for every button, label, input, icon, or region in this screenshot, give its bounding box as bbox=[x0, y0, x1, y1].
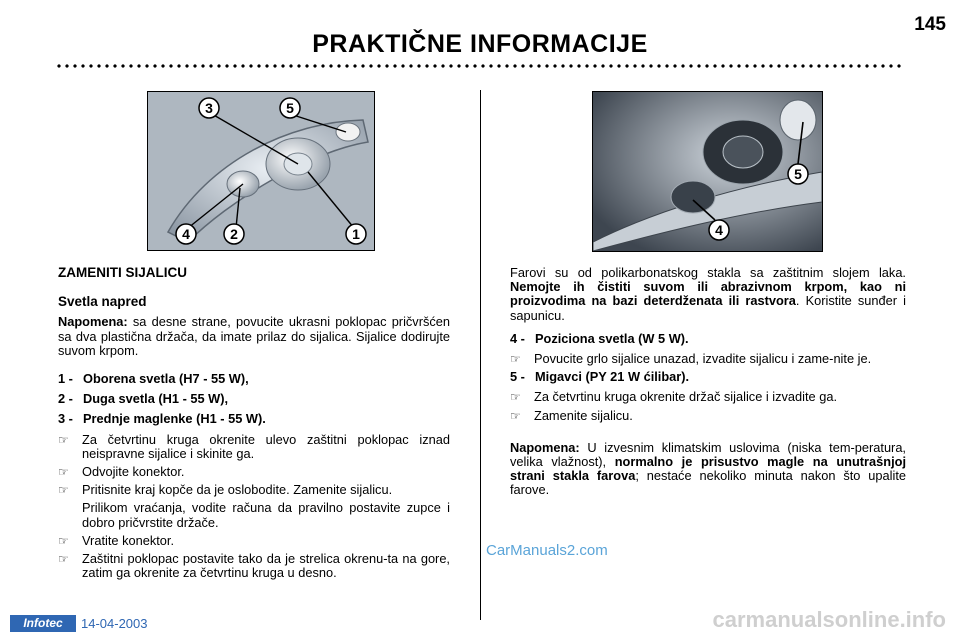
note-text: sa desne strane, povucite ukrasni poklopac pričvršćen sa dva plastična držača, da imate prilaz do sijalica. Sijalice dodirujte suvom krpom. bbox=[58, 314, 450, 358]
headlamp-photo bbox=[147, 91, 375, 251]
hand-pointer-icon: ☞ bbox=[58, 432, 69, 447]
callout-5: 5 bbox=[286, 100, 294, 116]
hand-pointer-icon: ☞ bbox=[58, 465, 69, 480]
right-intro: Farovi su od polikarbonatskog stakla sa zaštitnim slojem laka. Nemojte ih čistiti suvom ili abrazivnom krpom, kao ni proizvodima na bazi deterdženata ili rastvora. Koristite sunđer i sapunicu. bbox=[510, 265, 906, 323]
subsection-title: Svetla napred bbox=[58, 294, 147, 310]
note-label: Napomena: bbox=[58, 314, 128, 330]
hand-pointer-icon: ☞ bbox=[510, 390, 521, 405]
footer-date: 14-04-2003 bbox=[81, 616, 148, 631]
left-note bbox=[58, 315, 450, 358]
callout-4-right: 4 bbox=[715, 222, 723, 238]
infotec-logo: Infotec bbox=[10, 615, 76, 632]
bulb-item-5: 5 - Migavci (PY 21 W ćilibar). bbox=[510, 369, 690, 385]
step-5: ☞ Zaštitni poklopac postavite tako da je strelica okrenu-ta na gore, zatim ga okrenite za četvrtinu kruga u desno. bbox=[58, 551, 450, 581]
callout-1: 1 bbox=[352, 226, 360, 242]
step-item5-1: ☞ Za četvrtinu kruga okrenite držač sijalice i izvadite ga. bbox=[510, 389, 837, 405]
bulb-item-3: 3 - Prednje maglenke (H1 - 55 W). bbox=[58, 411, 266, 427]
section-title: ZAMENITI SIJALICU bbox=[58, 265, 188, 280]
footer-site-watermark: carmanualsonline.info bbox=[712, 607, 946, 632]
right-column bbox=[510, 266, 906, 498]
title-dotted-rule bbox=[55, 64, 905, 68]
callout-2: 2 bbox=[230, 226, 238, 242]
engine-bay-photo bbox=[592, 91, 823, 252]
hand-pointer-icon: ☞ bbox=[58, 533, 69, 548]
callout-3: 3 bbox=[205, 100, 213, 116]
page-number: 145 bbox=[914, 14, 946, 35]
step-3: ☞ Pritisnite kraj kopče da je oslobodite. Zamenite sijalicu. bbox=[58, 482, 393, 498]
step-item5-2: ☞ Zamenite sijalicu. bbox=[510, 407, 633, 423]
left-column bbox=[58, 266, 450, 584]
right-note: Napomena: U izvesnim klimatskim uslovima (niska tem-peratura, velika vlažnost), normalno je prisustvo magle na unutrašnjoj strani stakla farova; nestaće nekoliko minuta nakon što upalite farove. bbox=[510, 439, 907, 498]
callout-5-right: 5 bbox=[794, 166, 802, 182]
hand-pointer-icon: ☞ bbox=[58, 552, 69, 567]
hand-pointer-icon: ☞ bbox=[510, 352, 521, 367]
step-1: ☞ Za četvrtinu kruga okrenite ulevo zaštitni poklopac iznad neispravne sijalice i skinite ga. bbox=[58, 431, 450, 461]
hand-pointer-icon: ☞ bbox=[510, 408, 521, 423]
step-2: ☞ Odvojite konektor. bbox=[58, 464, 185, 480]
callout-4: 4 bbox=[182, 226, 190, 242]
hand-pointer-icon: ☞ bbox=[58, 483, 69, 498]
bulb-item-2: 2 - Duga svetla (H1 - 55 W), bbox=[58, 391, 229, 407]
bulb-item-1: 1 - Oborena svetla (H7 - 55 W), bbox=[58, 371, 249, 387]
watermark-link[interactable]: CarManuals2.com bbox=[486, 542, 608, 559]
step-item4: ☞ Povucite grlo sijalice unazad, izvadite sijalicu i zame-nite je. bbox=[510, 351, 872, 367]
column-divider bbox=[480, 90, 481, 620]
bulb-item-4: 4 - Poziciona svetla (W 5 W). bbox=[510, 330, 689, 346]
step-3-note: Prilikom vraćanja, vodite računa da pravilno postavite zupce i dobro pričvrstite držače. bbox=[82, 500, 450, 530]
page-title: PRAKTIČNE INFORMACIJE bbox=[312, 30, 648, 58]
step-4: ☞ Vratite konektor. bbox=[58, 532, 174, 548]
